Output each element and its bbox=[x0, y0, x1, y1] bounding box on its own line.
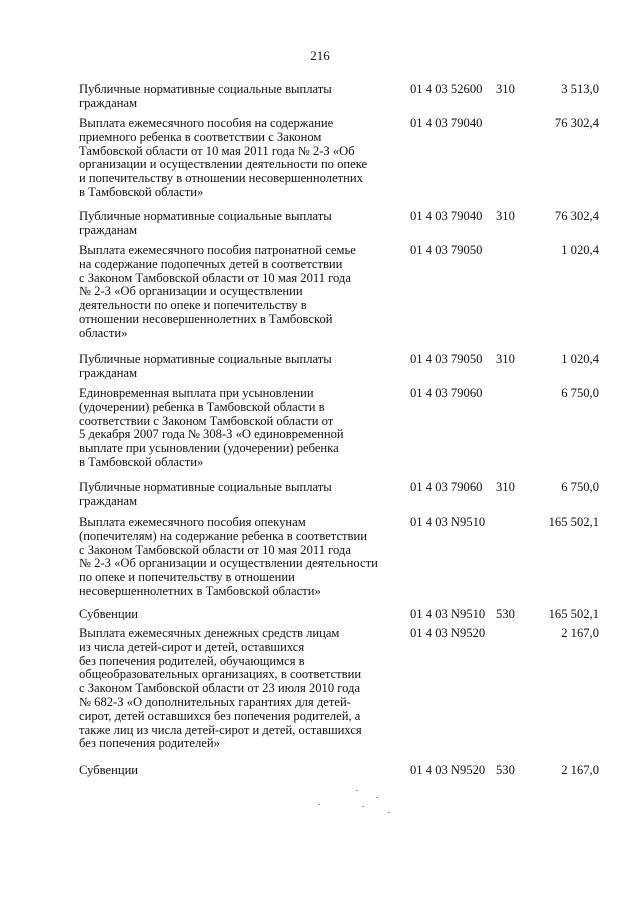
scan-speck bbox=[356, 790, 358, 791]
row-name: Выплата ежемесячного пособия патронатной семье на содержание подопечных детей в соответствии с Законом Тамбовской области от 10 мая 2011 года № 2-З «Об организации и осуществлении деятельности по опеке и попечительству в отношении несовершеннолетних в Тамбовской области» bbox=[79, 243, 356, 340]
row-kvr: 310 bbox=[496, 352, 515, 366]
row-code: 01 4 03 N9520 bbox=[410, 626, 486, 640]
row-name: Публичные нормативные социальные выплаты гражданам bbox=[79, 82, 332, 110]
row-sum: 76 302,4 bbox=[554, 209, 599, 223]
row-sum: 1 020,4 bbox=[561, 352, 599, 366]
row-code: 01 4 03 79060 bbox=[410, 386, 483, 400]
row-sum: 2 167,0 bbox=[561, 626, 599, 640]
row-code: 01 4 03 79050 bbox=[410, 352, 483, 366]
row-name: Публичные нормативные социальные выплаты гражданам bbox=[79, 480, 332, 508]
row-sum: 2 167,0 bbox=[561, 763, 599, 777]
row-name: Выплата ежемесячного пособия на содержание приемного ребенка в соответствии с Законом Тамбовской области от 10 мая 2011 года № 2-З «Об организации и осуществлении деятельности по опеке и попечительству в отношении несовершеннолетних в Тамбовской области» bbox=[79, 116, 368, 199]
row-sum: 6 750,0 bbox=[561, 480, 599, 494]
row-sum: 76 302,4 bbox=[554, 116, 599, 130]
scan-specks bbox=[310, 784, 410, 824]
row-name: Субвенции bbox=[79, 763, 139, 777]
row-name: Выплата ежемесячного пособия опекунам (попечителям) на содержание ребенка в соответствии с Законом Тамбовской области от 10 мая 2011 года № 2-З «Об организации и осуществлении деятельности по опеке и попечительству в отношении несовершеннолетних в Тамбовской области» bbox=[79, 515, 378, 598]
row-kvr: 310 bbox=[496, 209, 515, 223]
row-sum: 165 502,1 bbox=[548, 607, 599, 621]
row-name: Публичные нормативные социальные выплаты гражданам bbox=[79, 352, 332, 380]
row-code: 01 4 03 79050 bbox=[410, 243, 483, 257]
row-sum: 3 513,0 bbox=[561, 82, 599, 96]
row-kvr: 530 bbox=[496, 607, 515, 621]
row-sum: 1 020,4 bbox=[561, 243, 599, 257]
row-code: 01 4 03 79040 bbox=[410, 209, 483, 223]
row-code: 01 4 03 N9510 bbox=[410, 607, 486, 621]
row-name: Публичные нормативные социальные выплаты гражданам bbox=[79, 209, 332, 237]
row-kvr: 310 bbox=[496, 82, 515, 96]
row-code: 01 4 03 N9520 bbox=[410, 763, 486, 777]
page-number: 216 bbox=[310, 48, 330, 63]
row-sum: 6 750,0 bbox=[561, 386, 599, 400]
row-sum: 165 502,1 bbox=[548, 515, 599, 529]
scan-speck bbox=[388, 812, 390, 813]
row-kvr: 310 bbox=[496, 480, 515, 494]
row-name: Субвенции bbox=[79, 607, 139, 621]
row-name: Выплата ежемесячных денежных средств лицам из числа детей-сирот и детей, оставшихся без попечения родителей, обучающимся в общеобразовательных организациях, в соответствии с Законом Тамбовской области от 23 июля 2010 года № 682-З «О дополнительных гарантиях для детей- сирот, детей оставшихся без попечения родителей, а также лиц из числа детей-сирот и детей, оставшихся без попечения родителей» bbox=[79, 626, 362, 751]
scan-speck bbox=[318, 804, 320, 805]
row-code: 01 4 03 79060 bbox=[410, 480, 483, 494]
row-name: Единовременная выплата при усыновлении (удочерении) ребенка в Тамбовской области в соответствии с Законом Тамбовской области от 5 декабря 2007 года № 308-З «О единовременной выплате при усыновлении (удочерении) ребенка в Тамбовской области» bbox=[79, 386, 344, 469]
row-code: 01 4 03 79040 bbox=[410, 116, 483, 130]
row-code: 01 4 03 52600 bbox=[410, 82, 483, 96]
scan-speck bbox=[376, 797, 378, 798]
scan-speck bbox=[362, 806, 364, 807]
row-code: 01 4 03 N9510 bbox=[410, 515, 486, 529]
row-kvr: 530 bbox=[496, 763, 515, 777]
